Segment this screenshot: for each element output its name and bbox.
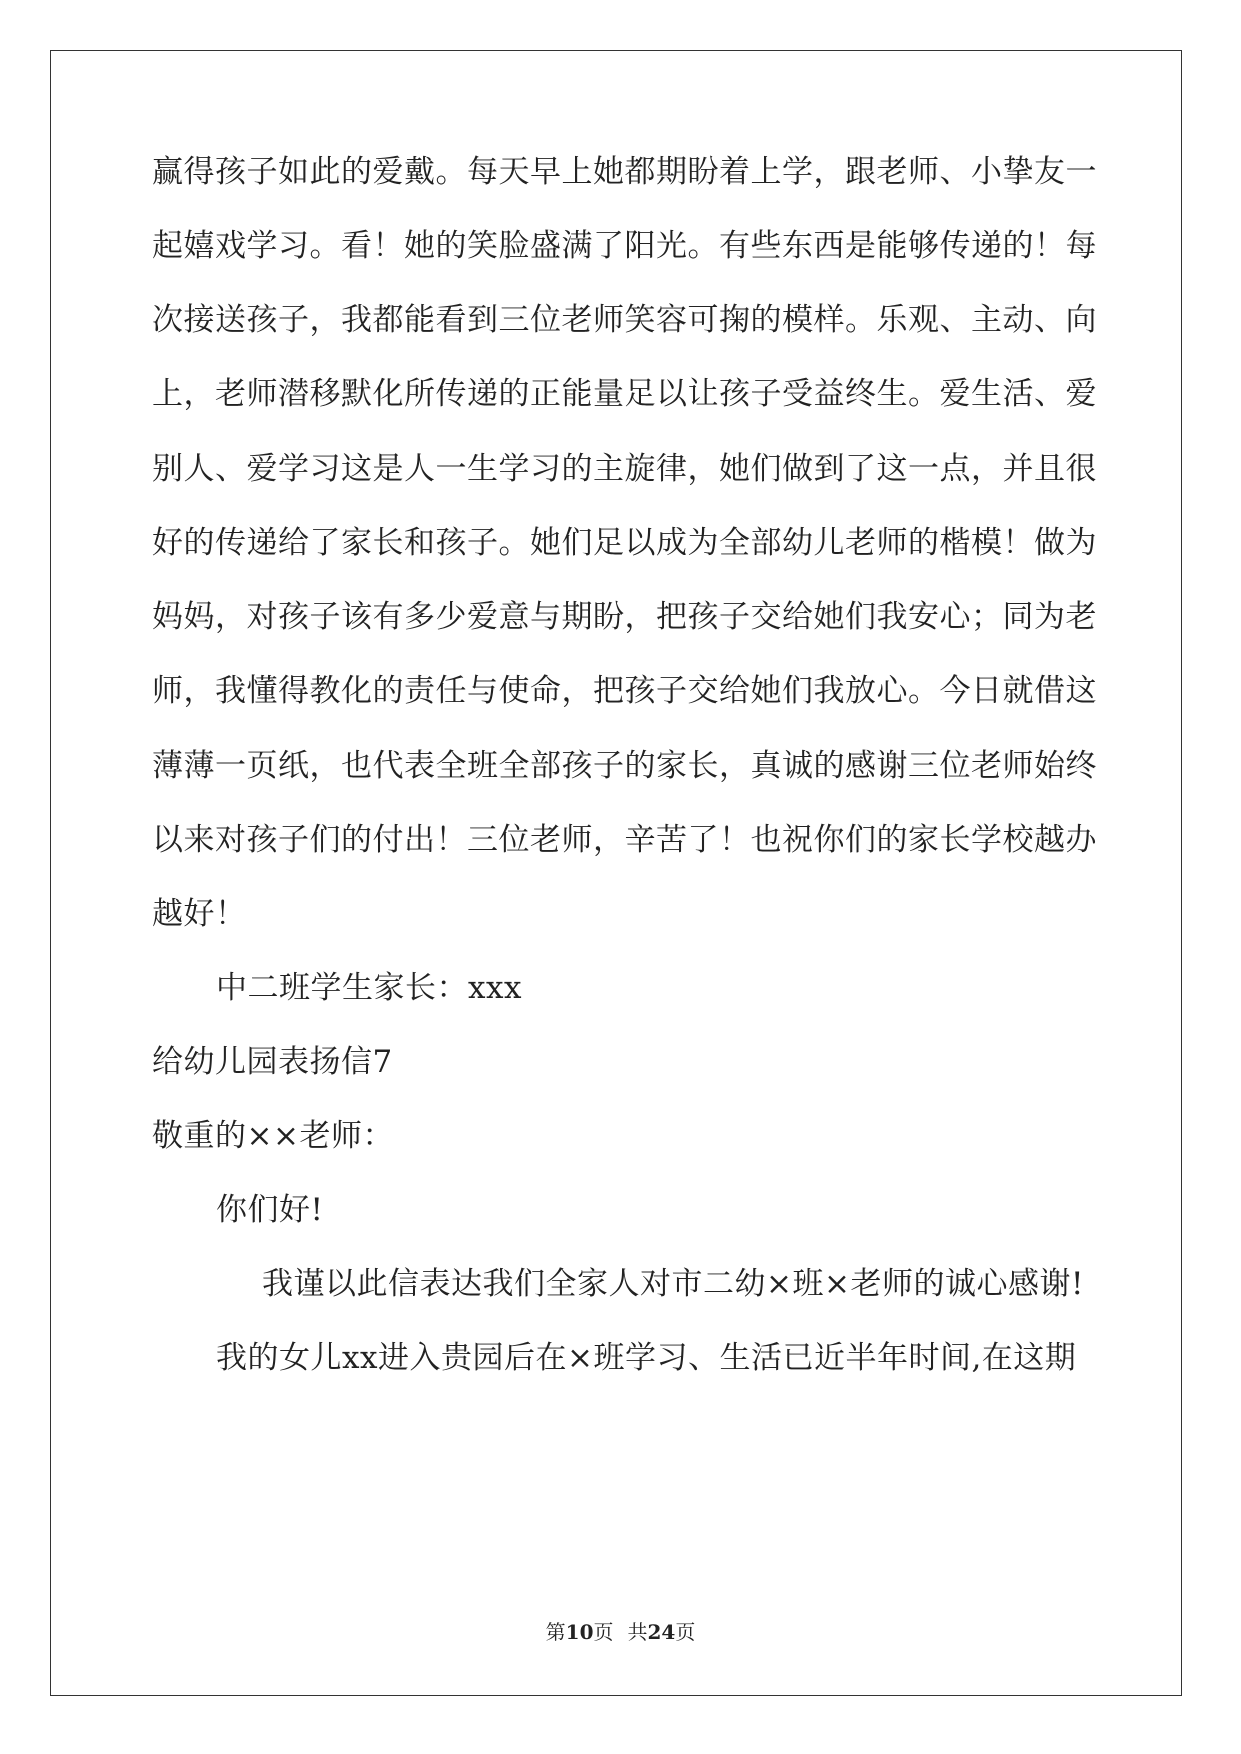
body-paragraph-line: 我谨以此信表达我们全家人对市二幼×班×老师的诚心感谢!	[262, 1266, 1084, 1302]
body-paragraph-line: 我的女儿xx进入贵园后在×班学习、生活已近半年时间,在这期	[216, 1340, 1077, 1376]
footer-total-pages: 24	[647, 1620, 676, 1644]
salutation: 敬重的××老师：	[152, 1118, 394, 1154]
paragraph-line: 别人、爱学习这是人一生学习的主旋律，她们做到了这一点，并且很	[152, 451, 1097, 487]
paragraph-line: 妈妈，对孩子该有多少爱意与期盼，把孩子交给她们我安心；同为老	[152, 599, 1097, 635]
paragraph-line: 赢得孩子如此的爱戴。每天早上她都期盼着上学，跟老师、小挚友一	[152, 154, 1097, 190]
letter-title: 给幼儿园表扬信7	[152, 1044, 393, 1080]
paragraph-line: 好的传递给了家长和孩子。她们足以成为全部幼儿老师的楷模！做为	[152, 525, 1097, 561]
paragraph-line: 师，我懂得教化的责任与使命，把孩子交给她们我放心。今日就借这	[152, 673, 1097, 709]
paragraph-line: 起嬉戏学习。看！她的笑脸盛满了阳光。有些东西是能够传递的！每	[152, 228, 1097, 264]
footer-total-prefix: 共	[627, 1620, 648, 1644]
paragraph-line: 上，老师潜移默化所传递的正能量足以让孩子受益终生。爱生活、爱	[152, 376, 1097, 412]
footer-total-suffix: 页	[675, 1620, 696, 1644]
paragraph-last-line: 越好！	[152, 896, 247, 932]
paragraph-line: 以来对孩子们的付出！三位老师，辛苦了！也祝你们的家长学校越办	[152, 822, 1097, 858]
footer-page-suffix: 页	[593, 1620, 614, 1644]
page-border	[50, 50, 1182, 1696]
paragraph-line: 薄薄一页纸，也代表全班全部孩子的家长，真诚的感谢三位老师始终	[152, 748, 1097, 784]
page-footer	[0, 1620, 1241, 1644]
greeting: 你们好!	[216, 1192, 324, 1228]
footer-page-number: 10	[565, 1620, 594, 1644]
footer-prefix: 第	[545, 1620, 566, 1644]
signature: 中二班学生家长：xxx	[216, 970, 522, 1006]
paragraph-line: 次接送孩子，我都能看到三位老师笑容可掬的模样。乐观、主动、向	[152, 302, 1097, 338]
